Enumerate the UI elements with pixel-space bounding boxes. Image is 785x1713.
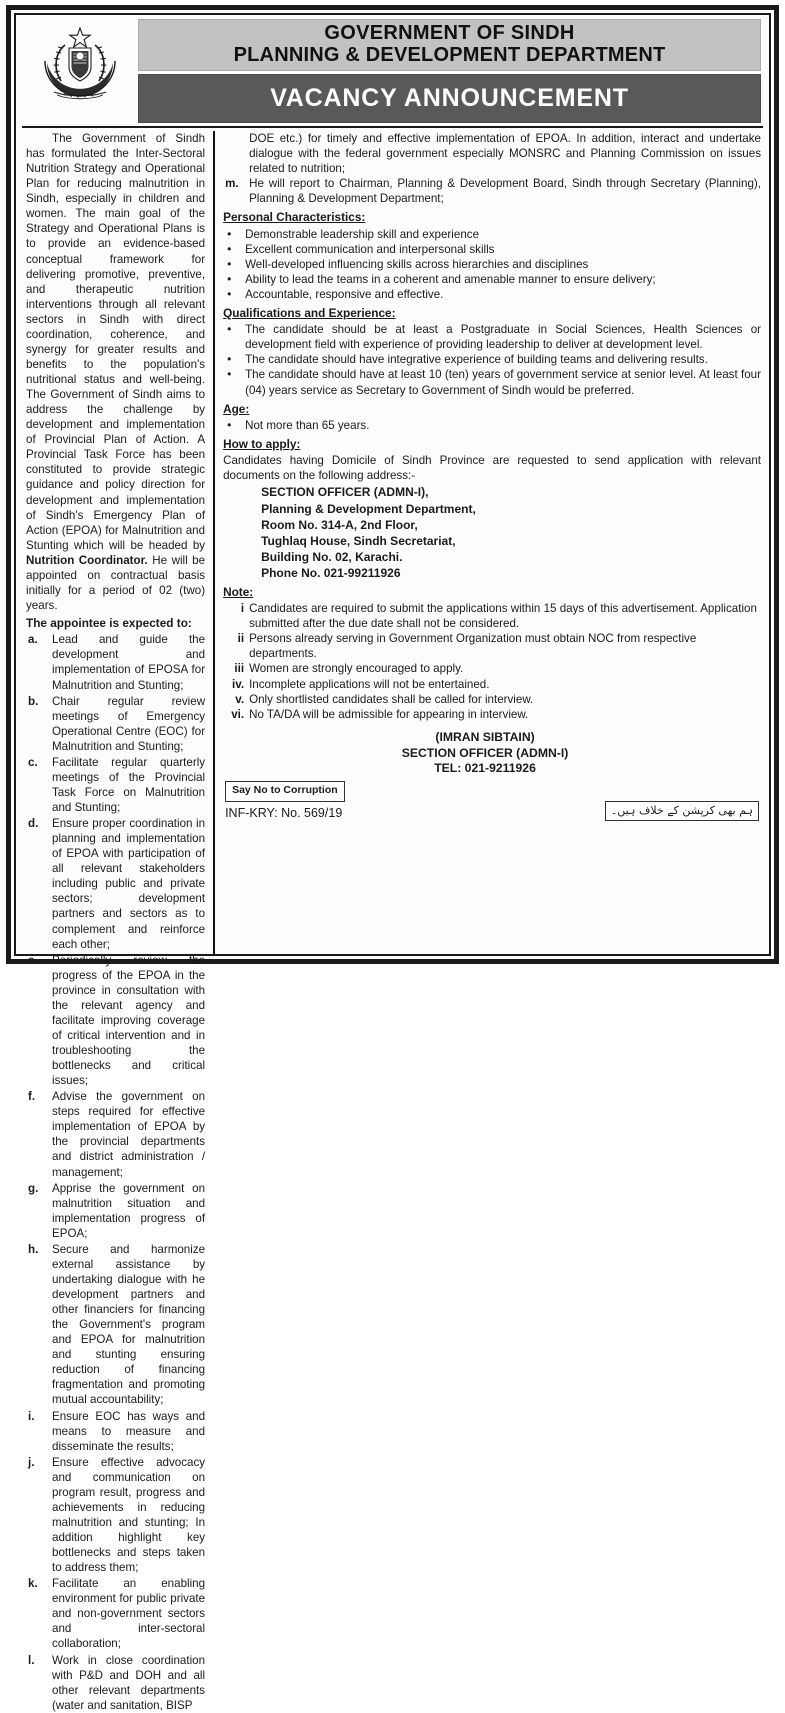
list-item: [223, 367, 761, 397]
list-item: [223, 677, 761, 692]
address-line: Building No. 02, Karachi.: [261, 549, 403, 564]
address-line: Room No. 314-A, 2nd Floor,: [261, 517, 418, 532]
item-text: Accountable, responsive and effective.: [245, 287, 444, 301]
item-text: Persons already serving in Government Organization must obtain NOC from respective departments.: [249, 632, 697, 661]
item-text: The candidate should have at least 10 (ten) years of government service at senior level. At least four (04) years service as Secretary to Government of Sindh would be preferred.: [245, 368, 761, 397]
item-text: Advise the government on steps required for effective implementation of EPOA by the provincial departments and district administration / management;: [52, 1090, 206, 1179]
age-list: [223, 418, 761, 433]
item-text: Not more than 65 years.: [245, 418, 370, 432]
right-column: [215, 131, 763, 954]
item-text: The candidate should have integrative experience of building teams and delivering results.: [245, 353, 708, 367]
department-title-band: [138, 19, 761, 71]
advertisement-inner-frame: [14, 13, 771, 1712]
item-marker: iv.: [232, 677, 245, 691]
bullet-icon: •: [227, 322, 232, 337]
how-to-apply-text: Candidates having Domicile of Sindh Province are requested to send application with relevant documents on the following address:-: [223, 454, 761, 483]
bullet-icon: •: [227, 367, 232, 382]
item-marker: l.: [28, 1653, 35, 1667]
body-columns: [22, 128, 763, 1712]
age-heading: Age:: [223, 401, 250, 416]
item-text: Secure and harmonize external assistance by undertaking dialogue with he development partners and other financiers for financing the Government's program and EPOA for malnutrition and stunting ensuring reduction of financing fragmentation and promoting mutual accountability;: [52, 1242, 206, 1407]
list-item: [26, 1181, 205, 1241]
list-item: [223, 176, 761, 206]
item-marker: ii: [237, 632, 245, 646]
list-item: [26, 816, 205, 952]
item-marker: j.: [28, 1455, 35, 1469]
qualifications-heading: Qualifications and Experience:: [223, 305, 396, 320]
notes-list: [223, 601, 761, 722]
signature-block: [223, 730, 761, 778]
item-text: Ensure EOC has ways and means to measure and disseminate the results;: [52, 1409, 206, 1453]
item-text: No TA/DA will be admissible for appearing in interview.: [249, 707, 529, 721]
item-marker: a.: [28, 633, 38, 647]
bullet-icon: •: [227, 241, 232, 256]
item-marker: m.: [225, 177, 239, 191]
item-text: The candidate should be at least a Postgraduate in Social Sciences, Health Sciences or development field with experience of providing leadership to deliver at development level.: [245, 323, 761, 352]
list-item: [223, 631, 761, 661]
intro-text-part1: The Government of Sindh has formulated the Inter-Sectoral Nutrition Strategy and Operational Plan for reducing malnutrition in Sindh, especially in children and women. The main goal of the Strategy and Operational Plans is to provide an evidence-based conceptual framework for delivering promotive, preventive, and therapeutic nutrition interventions through all relevant sectors in Sindh with direct coordination, coherence, and synergy for greater results and benefits to the population's nutritional status and well-being. The Government of Sindh aims to address the challenge by development and implementation of Provincial Plan of Action. A Provincial Task Force has been constituted to provide strategic guidance and policy direction for development and implementation of Sindh's Emergency Plan of Action (EPOA) for Malnutrition and Stunting which will be headed by: [26, 132, 206, 552]
list-item: [223, 601, 761, 631]
application-address: [223, 484, 761, 580]
list-item: [26, 632, 205, 692]
item-marker: e.: [28, 953, 38, 967]
item-text: Facilitate regular quarterly meetings of the Provincial Task Force on Malnutrition and Stunting;: [52, 755, 206, 815]
signatory-designation: SECTION OFFICER (ADMN-I): [401, 745, 569, 760]
item-text: Chair regular review meetings of Emergency Operational Centre (EOC) for Malnutrition and Stunting;: [52, 694, 206, 753]
list-item: [223, 661, 761, 676]
bullet-icon: •: [227, 286, 232, 301]
item-marker: v.: [235, 692, 245, 706]
item-text: Well-developed influencing skills across hierarchies and disciplines: [245, 257, 589, 271]
intro-paragraph: [26, 131, 205, 613]
item-text: Lead and guide the development and implementation of EPOSA for Malnutrition and Stunting;: [52, 633, 206, 692]
list-item: [26, 1409, 205, 1454]
list-item: [26, 755, 205, 815]
list-item: [223, 322, 761, 352]
item-text: He will report to Chairman, Planning & Development Board, Sindh through Secretary (Planning), Planning & Development Department;: [249, 177, 761, 206]
item-text: Work in close coordination with P&D and DOH and all other relevant departments (water and sanitation, BISP: [52, 1653, 206, 1712]
item-text: Facilitate an enabling environment for public private and non-government sectors and inter-sectoral collaboration;: [52, 1577, 206, 1651]
item-marker: f.: [28, 1090, 36, 1104]
item-marker: i: [240, 602, 245, 616]
list-item: [26, 694, 205, 754]
bullet-icon: •: [227, 226, 232, 241]
list-item: [26, 953, 205, 1089]
address-line: Planning & Development Department,: [261, 501, 476, 516]
list-item: [223, 352, 761, 367]
personal-characteristics-list: [223, 227, 761, 302]
item-text: Ensure effective advocacy and communication on program result, progress and achievements in reducing malnutrition and stunting; In addition highlight key bottlenecks and steps taken to address them;: [52, 1455, 206, 1575]
item-marker: i.: [28, 1409, 35, 1423]
list-item: [26, 1242, 205, 1408]
list-item: [26, 1576, 205, 1651]
list-item: [26, 1089, 205, 1179]
item-text: Demonstrable leadership skill and experience: [245, 227, 480, 241]
item-marker: k.: [28, 1577, 38, 1591]
list-item: [223, 287, 761, 302]
note-heading: Note:: [223, 584, 254, 599]
qualifications-list: [223, 322, 761, 397]
item-marker: d.: [28, 817, 39, 831]
item-marker: h.: [28, 1242, 39, 1256]
list-item: [26, 1653, 205, 1713]
anti-corruption-urdu-badge: ہم بھی کرپشن کے خلاف ہیں۔: [605, 801, 759, 821]
footer-strip: [223, 781, 761, 821]
duties-continuation-text: DOE etc.) for timely and effective implementation of EPOA. In addition, interact and undertake dialogue with the federal government especially MONSRC and Planning Commission on issues related to nutrition;: [249, 132, 761, 176]
item-marker: b.: [28, 694, 39, 708]
masthead: [22, 19, 763, 123]
nutrition-coordinator-term: Nutrition Coordinator.: [26, 553, 148, 567]
left-column: [22, 131, 215, 1712]
list-item: [223, 707, 761, 722]
list-item: [223, 418, 761, 433]
list-item: [223, 692, 761, 707]
item-marker: vi.: [231, 707, 245, 721]
item-text: Apprise the government on malnutrition situation and implementation progress of EPOA;: [52, 1181, 206, 1240]
item-text: Excellent communication and interpersonal skills: [245, 242, 495, 256]
inf-reference-number: INF-KRY: No. 569/19: [225, 805, 343, 820]
appointee-duties-list: [26, 632, 205, 1712]
signatory-name: (IMRAN SIBTAIN): [435, 729, 535, 744]
how-to-apply-heading: How to apply:: [223, 436, 301, 451]
item-marker: g.: [28, 1181, 39, 1195]
bullet-icon: •: [227, 271, 232, 286]
item-marker: c.: [28, 755, 38, 769]
item-text: Candidates are required to submit the applications within 15 days of this advertisement. Application submitted after the due date shall not be considered.: [249, 602, 757, 631]
item-marker: iii: [234, 662, 245, 676]
advertisement-frame: [6, 5, 779, 1712]
government-of-sindh-emblem-icon: [37, 23, 123, 119]
government-title: GOVERNMENT OF SINDH: [324, 22, 575, 45]
address-line: Tughlaq House, Sindh Secretariat,: [261, 533, 456, 548]
list-item: [223, 272, 761, 287]
list-item: [223, 257, 761, 272]
item-text: Periodically review the progress of the EPOA in the province in consultation with the relevant agency and facilitate improving coverage of critical intervention and in troubleshooting the bottlenecks and critical issues;: [52, 953, 206, 1088]
list-item: [223, 227, 761, 242]
address-line: SECTION OFFICER (ADMN-I),: [261, 485, 429, 500]
signatory-telephone: TEL: 021-9211926: [434, 761, 536, 776]
item-text: Ability to lead the teams in a coherent and amenable manner to ensure delivery;: [245, 272, 656, 286]
bullet-icon: •: [227, 256, 232, 271]
item-text: Incomplete applications will not be entertained.: [249, 677, 490, 691]
item-text: Ensure proper coordination in planning and implementation of EPOA with participation of all relevant stakeholders including public and private sectors; development partners and sectors as to complement and reinforce each other;: [52, 817, 206, 951]
bullet-icon: •: [227, 352, 232, 367]
vacancy-announcement-band: [138, 74, 761, 123]
emblem-cell: [22, 19, 138, 123]
vacancy-announcement-title: VACANCY ANNOUNCEMENT: [270, 84, 629, 112]
appointee-duties-heading: The appointee is expected to:: [26, 616, 192, 630]
item-text: Only shortlisted candidates shall be called for interview.: [249, 692, 534, 706]
duties-continued-list: [223, 176, 761, 206]
address-phone-line: Phone No. 021-99211926: [261, 565, 401, 580]
list-item: [26, 1455, 205, 1576]
intro-text-part2: He will be appointed on contractual basis initially for a period of 02 (two) years.: [26, 553, 206, 612]
footer-left: [223, 781, 345, 821]
personal-characteristics-heading: Personal Characteristics:: [223, 210, 366, 225]
item-text: Women are strongly encouraged to apply.: [249, 662, 464, 676]
masthead-banner: [138, 19, 763, 123]
list-item: [223, 242, 761, 257]
department-title: PLANNING & DEVELOPMENT DEPARTMENT: [233, 44, 666, 66]
bullet-icon: •: [227, 417, 232, 432]
anti-corruption-badge: Say No to Corruption: [225, 781, 345, 802]
